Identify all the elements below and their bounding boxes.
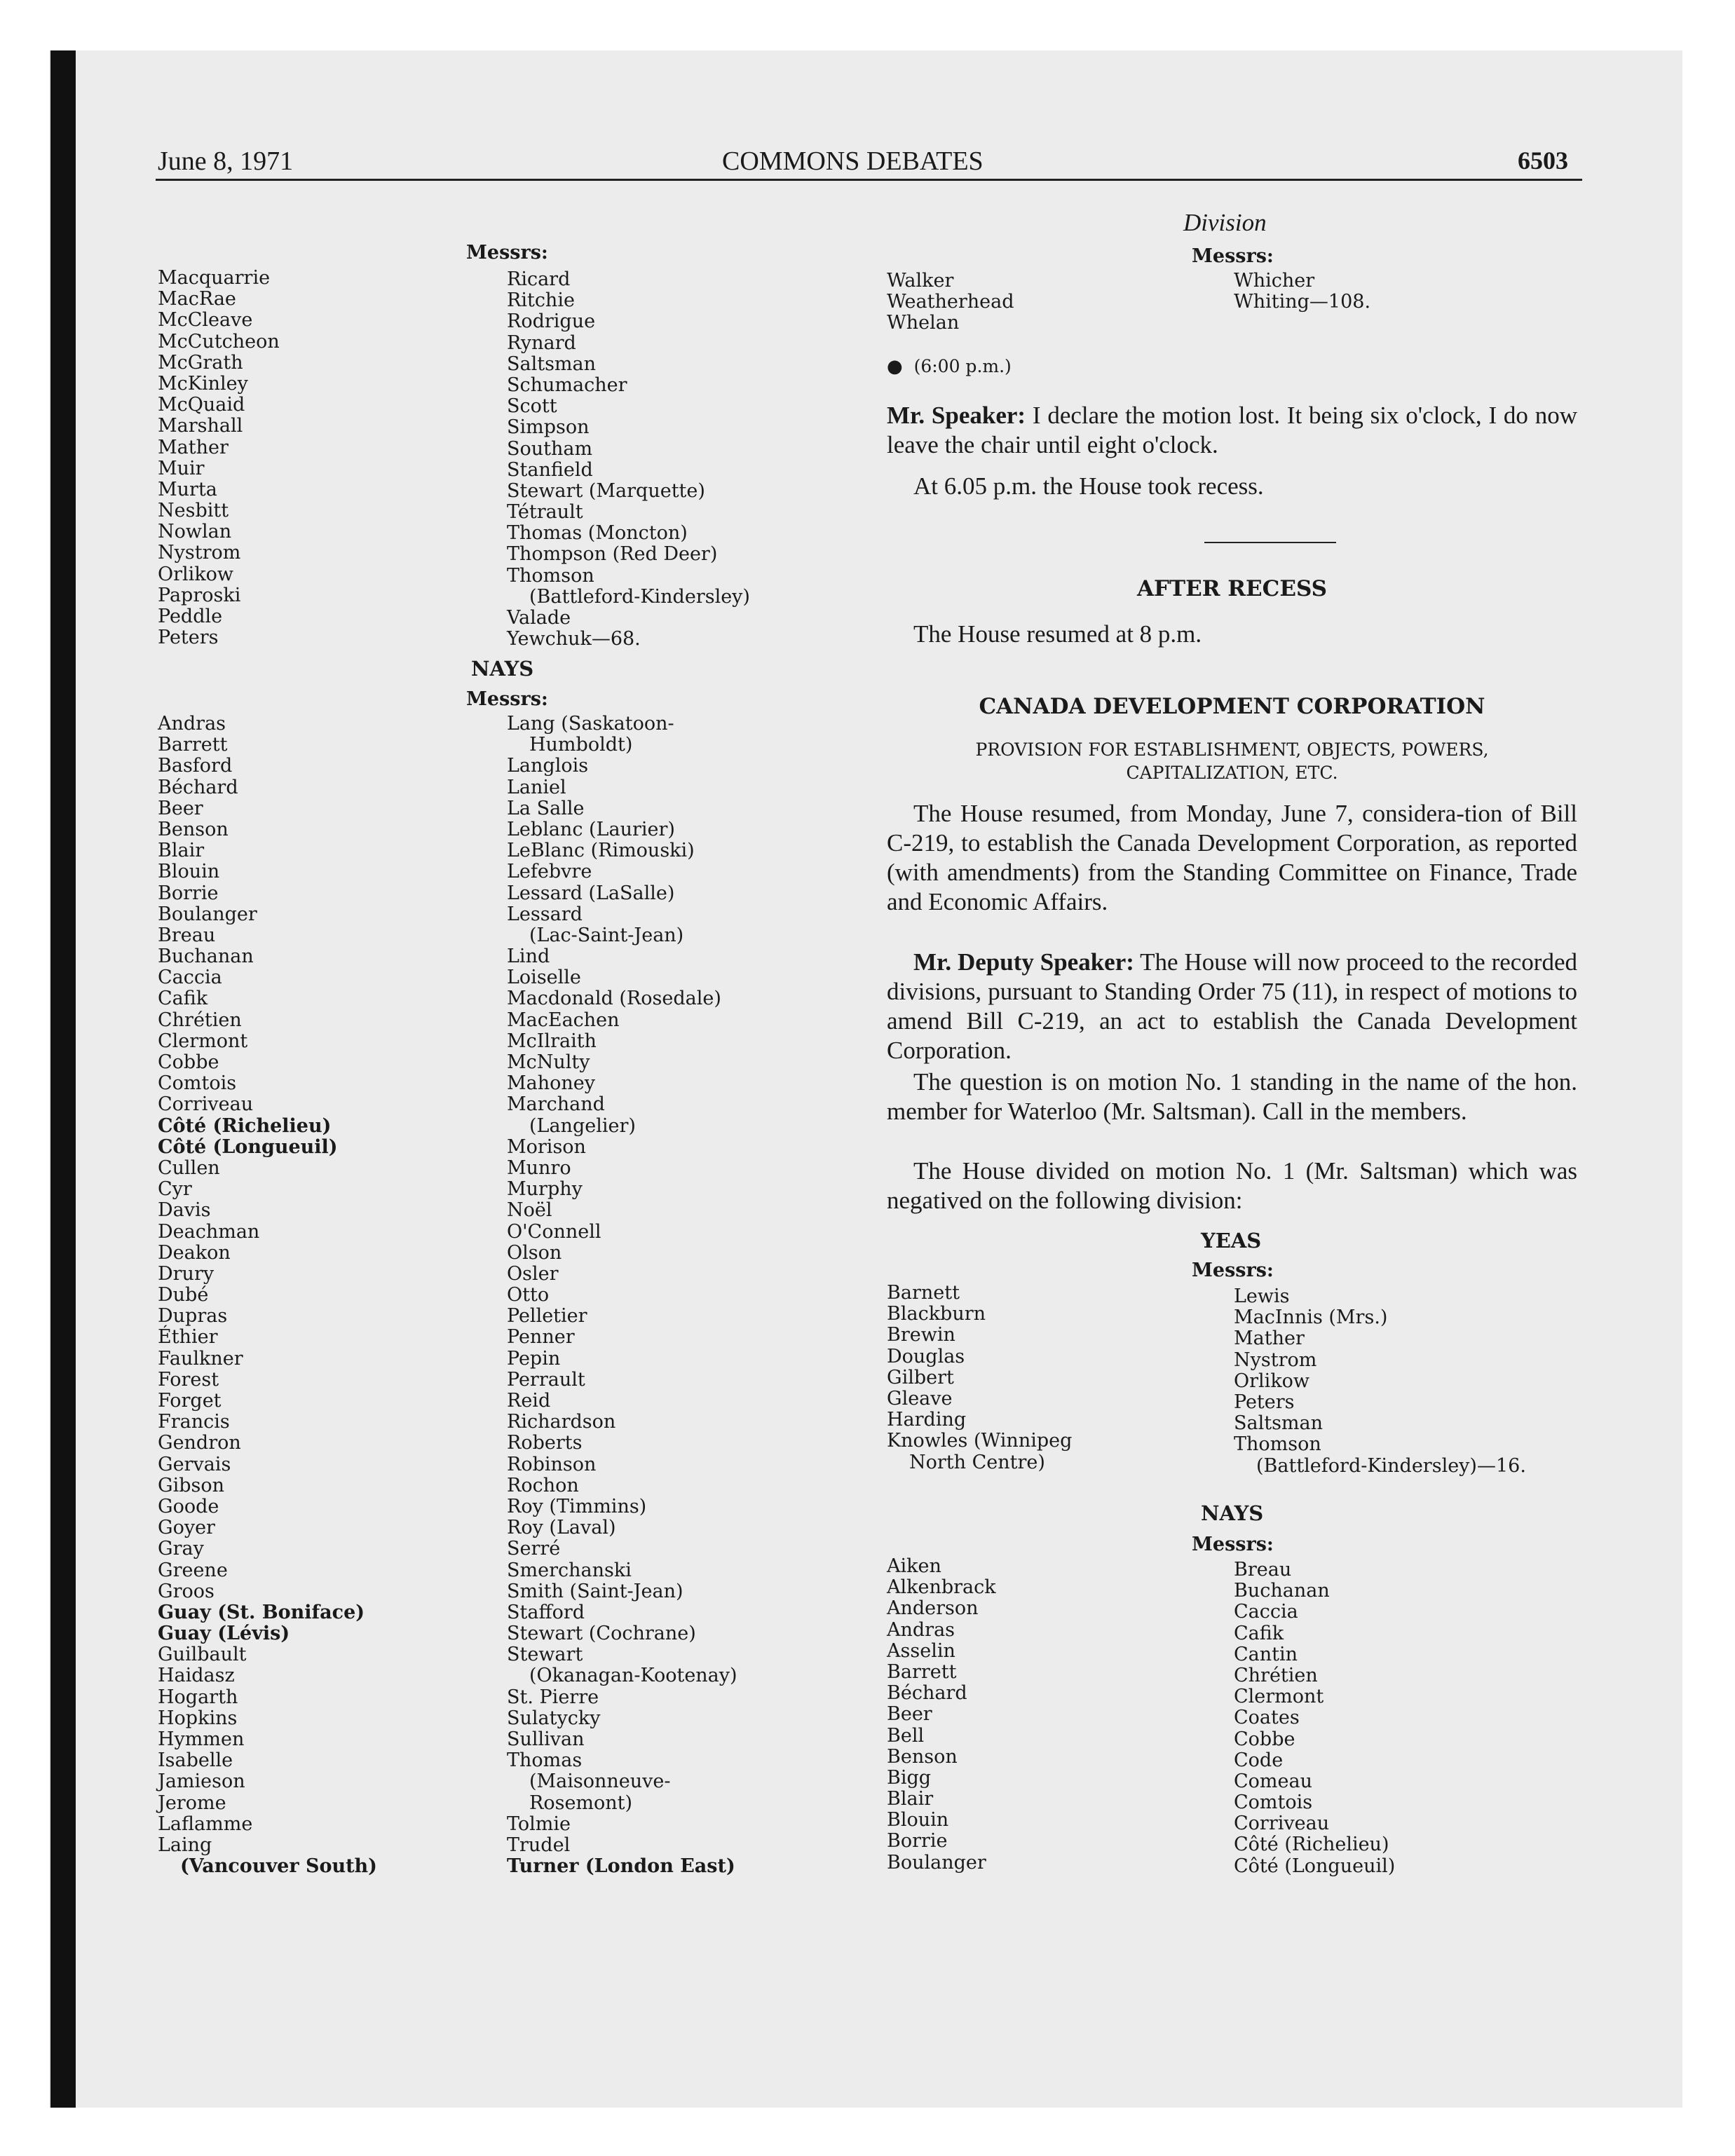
member-name: Guilbault — [158, 1644, 247, 1666]
member-name: Schumacher — [507, 374, 627, 396]
member-name: Ricard — [507, 268, 571, 290]
right-nays-messrs-label: Messrs: — [1192, 1534, 1274, 1555]
member-name: MacInnis (Mrs.) — [1234, 1306, 1388, 1329]
member-name: Pelletier — [507, 1305, 587, 1328]
member-name: Langlois — [507, 755, 589, 777]
member-name: Borrie — [887, 1830, 948, 1853]
member-name: (Langelier) — [529, 1114, 636, 1137]
member-name: Whicher — [1234, 270, 1315, 292]
member-name: Breau — [158, 924, 216, 946]
member-name: Beer — [887, 1703, 932, 1726]
member-name: Alkenbrack — [887, 1576, 996, 1599]
member-name: Ritchie — [507, 289, 575, 312]
member-name: Hopkins — [158, 1707, 238, 1729]
header-date: June 8, 1971 — [158, 146, 294, 176]
member-name: Cantin — [1234, 1643, 1298, 1665]
member-name: MacRae — [158, 288, 236, 311]
member-name: Roberts — [507, 1432, 583, 1454]
member-name: Andras — [887, 1618, 955, 1641]
header-title: COMMONS DEBATES — [722, 146, 984, 176]
division-cont-column-1 — [887, 271, 1014, 334]
member-name: Béchard — [158, 776, 238, 798]
member-name: Goyer — [158, 1517, 215, 1539]
member-name: Marchand — [507, 1093, 605, 1116]
member-name: Code — [1234, 1749, 1284, 1771]
member-name: Forest — [158, 1368, 219, 1391]
member-name: Serré — [507, 1538, 561, 1560]
resumed-text: The House resumed at 8 p.m. — [913, 620, 1202, 648]
member-name: Weatherhead — [887, 291, 1014, 313]
member-name: Nowlan — [158, 521, 232, 543]
division-names-column-1 — [158, 268, 280, 648]
member-name: Groos — [158, 1580, 215, 1602]
member-name: Buchanan — [1234, 1580, 1330, 1602]
member-name: Mather — [1234, 1328, 1305, 1350]
member-name: Stewart (Marquette) — [507, 479, 705, 502]
member-name: Bigg — [887, 1766, 932, 1789]
recess-text: At 6.05 p.m. the House took recess. — [913, 472, 1264, 500]
member-name: Lessard — [507, 903, 583, 925]
deputy-speaker-statement — [887, 948, 1577, 1065]
member-name: (Okanagan-Kootenay) — [529, 1665, 737, 1687]
member-name: Otto — [507, 1284, 550, 1306]
member-name: Forget — [158, 1390, 222, 1412]
member-name: Sulatycky — [507, 1707, 601, 1729]
member-name: Faulkner — [158, 1347, 243, 1370]
member-name: Nesbitt — [158, 500, 229, 522]
member-name: Blair — [158, 840, 205, 862]
member-name: Whelan — [887, 312, 960, 334]
member-name: Roy (Laval) — [507, 1517, 616, 1539]
member-name: Rochon — [507, 1474, 579, 1496]
member-name: Barnett — [887, 1282, 960, 1304]
member-name: Rosemont) — [529, 1792, 633, 1814]
member-name: Jamieson — [158, 1770, 245, 1793]
member-name: Borrie — [158, 882, 219, 904]
member-name: Laniel — [507, 776, 566, 798]
after-recess-heading: AFTER RECESS — [1136, 576, 1328, 601]
member-name: Blouin — [158, 861, 220, 883]
speaker-statement-text: I declare the motion lost. It being six o'clock, I do now leave the chair until eight o'clock. — [887, 402, 1578, 458]
member-name: Muir — [158, 457, 205, 479]
member-name: Bell — [887, 1724, 925, 1747]
yeas-heading: YEAS — [1201, 1229, 1262, 1253]
member-name: (Battleford-Kindersley)—16. — [1256, 1454, 1526, 1477]
member-name: Smerchanski — [507, 1559, 632, 1581]
cdc-heading: CANADA DEVELOPMENT CORPORATION — [979, 694, 1485, 719]
member-name: Drury — [158, 1262, 215, 1285]
member-name: Côté (Richelieu) — [1234, 1834, 1389, 1856]
member-name: Côté (Longueuil) — [158, 1135, 338, 1158]
cdc-subheading-line-2: CAPITALIZATION, ETC. — [1126, 763, 1338, 783]
member-name: Lefebvre — [507, 861, 592, 883]
division-paragraph: The House divided on motion No. 1 (Mr. Saltsman) which was negatived on the following division: — [887, 1157, 1577, 1214]
member-name: Lewis — [1234, 1285, 1290, 1307]
member-name: Paproski — [158, 584, 241, 606]
member-name: Gray — [158, 1538, 204, 1560]
member-name: Pepin — [507, 1347, 561, 1370]
member-name: Lind — [507, 946, 550, 968]
member-name: Cyr — [158, 1178, 192, 1201]
motion-paragraph: The question is on motion No. 1 standing in the name of the hon. member for Waterloo (Mr. Saltsman). Call in the members. — [887, 1068, 1577, 1125]
member-name: Peters — [158, 627, 219, 649]
member-name: Southam — [507, 437, 593, 460]
member-name: Marshall — [158, 415, 243, 437]
member-name: Thomson — [507, 564, 594, 587]
yeas-names-column-1 — [887, 1283, 1072, 1473]
right-nays-heading: NAYS — [1201, 1501, 1264, 1525]
right-nays-names-column-1 — [887, 1556, 996, 1874]
member-name: Tolmie — [507, 1813, 571, 1835]
member-name: Clermont — [1234, 1686, 1324, 1708]
bill-paragraph: The House resumed, from Monday, June 7, considera-tion of Bill C-219, to establish the Canada Development Corporation, as reported (with amendments) from the Standing Committee on Finance, Trade and Economic Affairs. — [887, 800, 1577, 915]
member-name: Aiken — [887, 1555, 941, 1577]
member-name: Orlikow — [1234, 1370, 1310, 1392]
member-name: Stanfield — [507, 458, 593, 481]
member-name: Goode — [158, 1495, 219, 1517]
member-name: Scott — [507, 395, 557, 418]
member-name: Davis — [158, 1199, 211, 1222]
member-name: Corriveau — [158, 1093, 254, 1116]
member-name: Stewart (Cochrane) — [507, 1623, 696, 1645]
member-name: Gibson — [158, 1474, 224, 1496]
deputy-speaker-name: Mr. Deputy Speaker: — [913, 948, 1134, 976]
section-divider — [1204, 542, 1336, 543]
member-name: Caccia — [158, 967, 222, 989]
member-name: Basford — [158, 755, 233, 777]
member-name: Comtois — [1234, 1792, 1313, 1814]
member-name: McQuaid — [158, 394, 245, 416]
member-name: (Lac-Saint-Jean) — [529, 924, 684, 946]
member-name: Rynard — [507, 332, 576, 354]
member-name: Côté (Richelieu) — [158, 1114, 332, 1137]
member-name: Cobbe — [1234, 1728, 1295, 1750]
member-name: Haidasz — [158, 1665, 235, 1687]
member-name: Mather — [158, 436, 229, 458]
member-name: Macquarrie — [158, 267, 271, 289]
member-name: McNulty — [507, 1051, 590, 1073]
member-name: Saltsman — [507, 353, 597, 375]
member-name: Roy (Timmins) — [507, 1495, 647, 1517]
member-name: Thomson — [1234, 1433, 1321, 1456]
header-rule — [156, 179, 1582, 181]
member-name: Barrett — [158, 734, 228, 756]
member-name: Reid — [507, 1390, 551, 1412]
nays-names-column-2 — [507, 714, 737, 1877]
member-name: MacEachen — [507, 1009, 620, 1031]
member-name: Cullen — [158, 1157, 220, 1179]
member-name: Osler — [507, 1262, 559, 1285]
member-name: (Battleford-Kindersley) — [529, 585, 750, 608]
member-name: Thomas — [507, 1749, 583, 1772]
header-page-number: 6503 — [1518, 146, 1568, 175]
deputy-speaker-text: The House will now proceed to the recorded divisions, pursuant to Standing Order 75 (11), in respect of motions to amend Bill C-219, an act to establish the Canada Development Corporation. — [887, 948, 1577, 1064]
member-name: Smith (Saint-Jean) — [507, 1580, 683, 1602]
member-name: Cafik — [1234, 1622, 1284, 1644]
nays-names-column-1 — [158, 714, 377, 1877]
member-name: Turner (London East) — [507, 1855, 735, 1878]
member-name: McCleave — [158, 309, 253, 332]
member-name: Barrett — [887, 1660, 957, 1683]
member-name: Guay (Lévis) — [158, 1623, 290, 1645]
division-cont-column-2 — [1234, 271, 1370, 313]
member-name: Trudel — [507, 1834, 571, 1856]
member-name: Deakon — [158, 1241, 231, 1264]
member-name: Perrault — [507, 1368, 585, 1391]
member-name: (Vancouver South) — [180, 1855, 377, 1878]
speaker-statement — [887, 401, 1577, 460]
member-name: Murta — [158, 478, 217, 500]
member-name: Yewchuk—68. — [507, 628, 641, 650]
member-name: Corriveau — [1234, 1813, 1330, 1835]
member-name: Brewin — [887, 1324, 955, 1346]
member-name: Beer — [158, 797, 203, 819]
member-name: Boulanger — [887, 1851, 986, 1874]
member-name: Tétrault — [507, 501, 583, 524]
cdc-subheading-line-1: PROVISION FOR ESTABLISHMENT, OBJECTS, POWERS, — [975, 739, 1489, 760]
member-name: Hogarth — [158, 1686, 238, 1708]
member-name: Olson — [507, 1241, 562, 1264]
speaker-name: Mr. Speaker: — [887, 402, 1026, 429]
member-name: North Centre) — [909, 1451, 1045, 1473]
member-name: Isabelle — [158, 1749, 233, 1772]
member-name: Cobbe — [158, 1051, 219, 1073]
member-name: Rodrigue — [507, 311, 596, 333]
member-name: Nystrom — [1234, 1349, 1317, 1371]
member-name: Laflamme — [158, 1813, 253, 1835]
bullet-icon: ● — [887, 356, 903, 377]
member-name: Comtois — [158, 1072, 237, 1095]
member-name: Gleave — [887, 1387, 953, 1410]
member-name: Peddle — [158, 606, 223, 627]
member-name: Guay (St. Boniface) — [158, 1601, 365, 1623]
member-name: McIlraith — [507, 1030, 597, 1052]
member-name: Leblanc (Laurier) — [507, 818, 675, 840]
member-name: Laing — [158, 1834, 212, 1856]
member-name: Richardson — [507, 1411, 616, 1433]
member-name: Nystrom — [158, 542, 241, 564]
member-name: Lang (Saskatoon- — [507, 713, 674, 735]
member-name: Benson — [887, 1745, 958, 1768]
member-name: Éthier — [158, 1326, 218, 1349]
member-name: Chrétien — [1234, 1664, 1318, 1686]
member-name: Gendron — [158, 1432, 241, 1454]
member-name: Dupras — [158, 1305, 228, 1328]
yeas-messrs-label: Messrs: — [1192, 1260, 1274, 1281]
member-name: Noël — [507, 1199, 552, 1222]
member-name: Macdonald (Rosedale) — [507, 988, 721, 1010]
member-name: Mahoney — [507, 1072, 596, 1095]
time-note — [887, 356, 1012, 377]
member-name: Munro — [507, 1157, 571, 1179]
member-name: Loiselle — [507, 967, 581, 989]
member-name: Simpson — [507, 416, 590, 439]
time-note-text: (6:00 p.m.) — [913, 356, 1012, 376]
division-names-column-2 — [507, 269, 750, 650]
member-name: Greene — [158, 1559, 228, 1581]
member-name: Côté (Longueuil) — [1234, 1855, 1396, 1877]
division-heading: Division — [1183, 209, 1267, 236]
member-name: McCutcheon — [158, 330, 280, 353]
member-name: La Salle — [507, 797, 585, 819]
member-name: Caccia — [1234, 1601, 1298, 1623]
member-name: McGrath — [158, 351, 243, 374]
member-name: Penner — [507, 1326, 575, 1349]
member-name: Murphy — [507, 1178, 583, 1201]
member-name: Breau — [1234, 1559, 1292, 1581]
member-name: Harding — [887, 1409, 967, 1431]
member-name: LeBlanc (Rimouski) — [507, 840, 695, 862]
member-name: Stafford — [507, 1601, 585, 1623]
member-name: Deachman — [158, 1220, 260, 1243]
member-name: Lessard (LaSalle) — [507, 882, 675, 904]
division-messrs-label: Messrs: — [1192, 245, 1274, 267]
member-name: Gervais — [158, 1453, 231, 1475]
member-name: Stewart — [507, 1644, 583, 1666]
member-name: Blackburn — [887, 1303, 986, 1325]
member-name: Knowles (Winnipeg — [887, 1430, 1073, 1452]
member-name: Orlikow — [158, 563, 234, 585]
member-name: Thompson (Red Deer) — [507, 543, 718, 566]
member-name: Sullivan — [507, 1728, 585, 1750]
right-nays-names-column-2 — [1234, 1560, 1395, 1877]
member-name: Benson — [158, 818, 229, 840]
member-name: Thomas (Moncton) — [507, 522, 688, 545]
member-name: Jerome — [158, 1792, 226, 1814]
member-name: Douglas — [887, 1345, 965, 1367]
member-name: Whiting—108. — [1234, 291, 1371, 313]
member-name: Dubé — [158, 1284, 209, 1306]
member-name: Clermont — [158, 1030, 248, 1052]
member-name: Chrétien — [158, 1009, 242, 1031]
member-name: McKinley — [158, 372, 248, 395]
member-name: Andras — [158, 713, 226, 735]
member-name: Béchard — [887, 1682, 967, 1705]
nays-heading: NAYS — [471, 657, 534, 681]
member-name: O'Connell — [507, 1220, 601, 1243]
member-name: Boulanger — [158, 903, 257, 925]
member-name: Asselin — [887, 1639, 955, 1662]
member-name: Cafik — [158, 988, 208, 1010]
member-name: Saltsman — [1234, 1412, 1324, 1435]
scan-edge-bar — [50, 50, 76, 2108]
member-name: Gilbert — [887, 1366, 954, 1389]
member-name: Anderson — [887, 1597, 979, 1620]
yeas-names-column-2 — [1234, 1286, 1526, 1477]
member-name: Hymmen — [158, 1728, 245, 1750]
member-name: Peters — [1234, 1391, 1295, 1413]
member-name: Robinson — [507, 1453, 597, 1475]
member-name: St. Pierre — [507, 1686, 599, 1708]
member-name: Buchanan — [158, 946, 254, 968]
member-name: Humboldt) — [529, 734, 633, 756]
member-name: Blair — [887, 1788, 934, 1810]
member-name: (Maisonneuve- — [529, 1770, 671, 1793]
cdc-subheading — [887, 738, 1577, 784]
member-name: Blouin — [887, 1809, 949, 1831]
member-name: Walker — [887, 270, 954, 292]
nays-messrs-label: Messrs: — [466, 688, 548, 710]
messrs-label: Messrs: — [466, 242, 548, 264]
member-name: Morison — [507, 1135, 586, 1158]
member-name: Francis — [158, 1411, 230, 1433]
member-name: Valade — [507, 607, 571, 629]
member-name: Coates — [1234, 1707, 1300, 1729]
member-name: Comeau — [1234, 1770, 1312, 1792]
